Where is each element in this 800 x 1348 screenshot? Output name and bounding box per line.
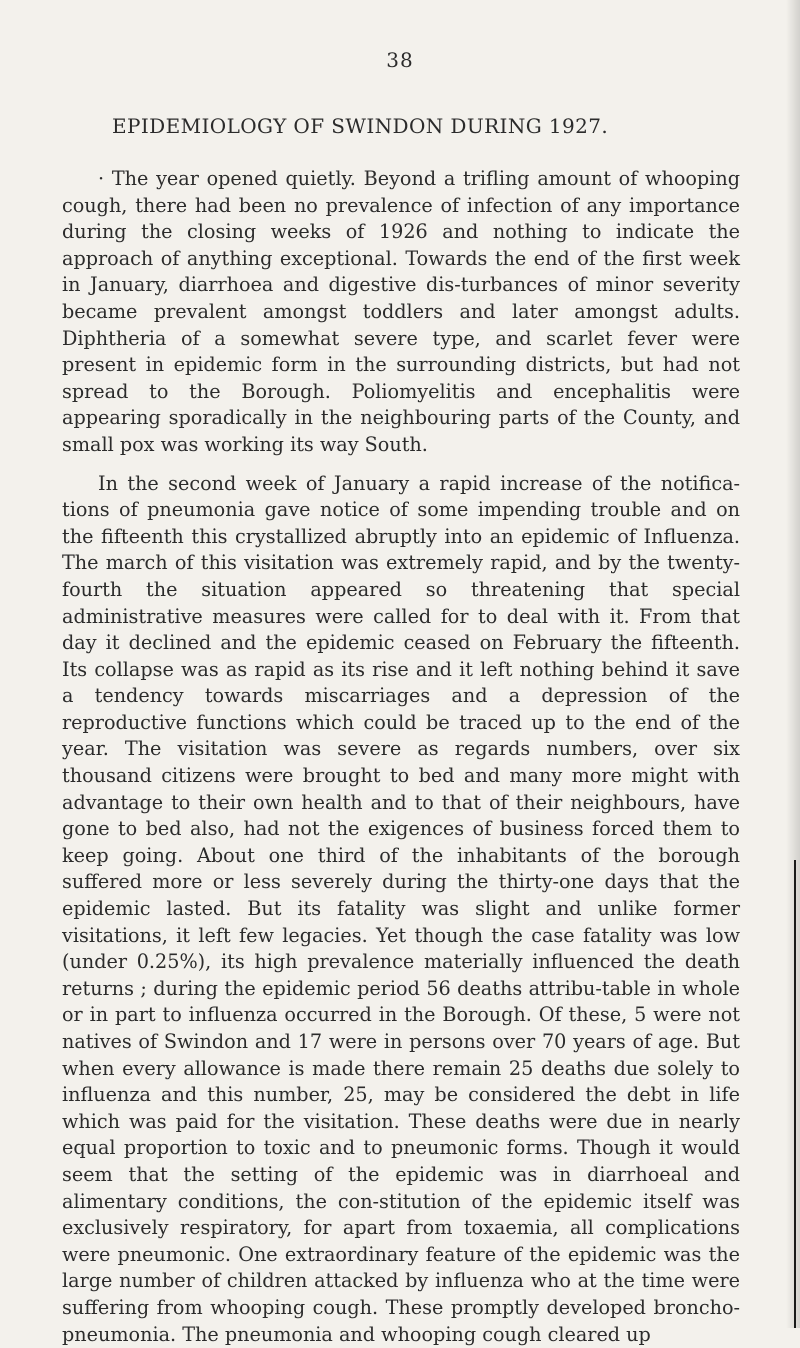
page-title: EPIDEMIOLOGY OF SWINDON DURING 1927. [112, 114, 609, 138]
page-number: 38 [386, 48, 414, 72]
paragraph-2: In the second week of January a rapid increase of the notifica-tions of pneumonia gave notice of some impending trouble and on the fifteenth this crystallized abruptly into an epidemic of Influenza. The march of this visitation was extremely rapid, and by the twenty-fourth the situation appeared so threatening that special administrative measures were called for to deal with it. From that day it declined and the epidemic ceased on February the fifteenth. Its collapse was as rapid as its rise and it left nothing behind it save a tendency towards miscarriages and a depression of the reproductive functions which could be traced up to the end of the year. The visitation was severe as regards numbers, over six thousand citizens were brought to bed and many more might with advantage to their own health and to that of their neighbours, have gone to bed also, had not the exigences of business forced them to keep going. About one third of the inhabitants of the borough suffered more or less severely during the thirty-one days that the epidemic lasted. But its fatality was slight and unlike former visitations, it left few legacies. Yet though the case fatality was low (under 0.25%), its high prevalence materially influenced the death returns ; during the epidemic period 56 deaths attribu-table in whole or in part to influenza occurred in the Borough. Of these, 5 were not natives of Swindon and 17 were in persons over 70 years of age. But when every allowance is made there remain 25 deaths due solely to influenza and this number, 25, may be considered the debt in life which was paid for the visitation. These deaths were due in nearly equal proportion to toxic and to pneumonic forms. Though it would seem that the setting of the epidemic was in diarrhoeal and alimentary conditions, the con-stitution of the epidemic itself was exclusively respiratory, for apart from toxaemia, all complications were pneumonic. One extraordinary feature of the epidemic was the large number of children attacked by influenza who at the time were suffering from whooping cough. These promptly developed broncho-pneumonia. The pneumonia and whooping cough cleared up [62, 471, 740, 1346]
body-text [62, 166, 740, 1348]
page-edge-shadow [786, 0, 800, 1328]
paragraph-1: · The year opened quietly. Beyond a trifling amount of whooping cough, there had been no prevalence of infection of any importance during the closing weeks of 1926 and nothing to indicate the approach of anything exceptional. Towards the end of the first week in January, diarrhoea and digestive dis-turbances of minor severity became prevalent amongst toddlers and later amongst adults. Diphtheria of a somewhat severe type, and scarlet fever were present in epidemic form in the surrounding districts, but had not spread to the Borough. Poliomyelitis and encephalitis were appearing sporadically in the neighbouring parts of the County, and small pox was working its way South. [62, 167, 740, 456]
binding-edge-line [794, 860, 796, 1328]
